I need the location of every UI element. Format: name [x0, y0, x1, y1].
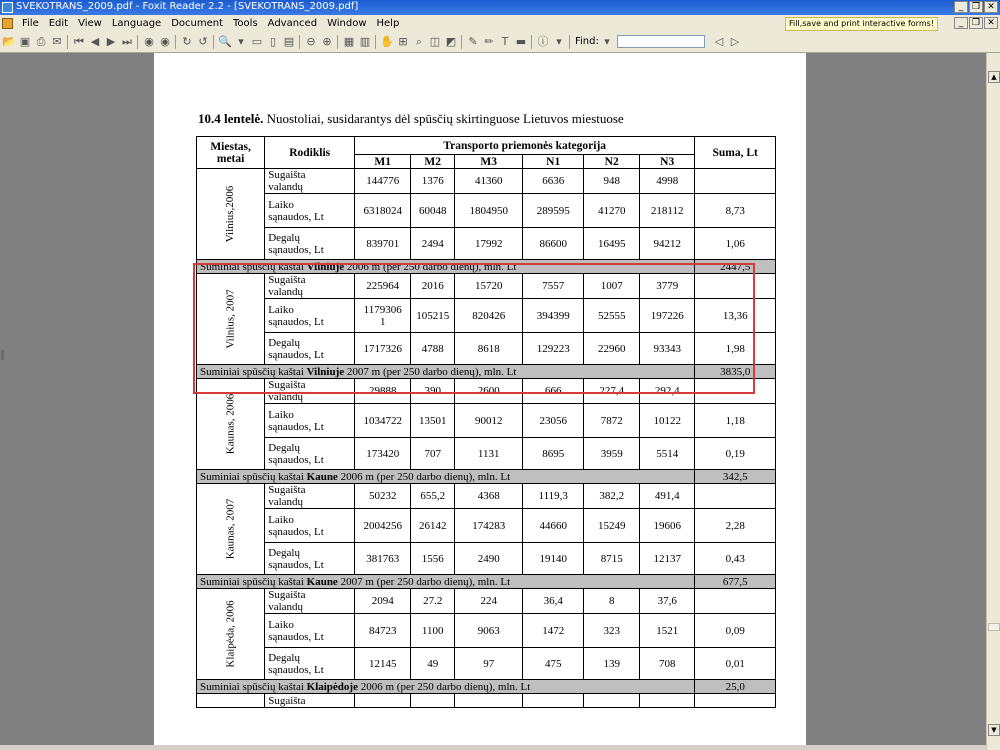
- scroll-up-button[interactable]: ▲: [988, 71, 1000, 83]
- table-caption: 10.4 lentelė. Nuostoliai, susidarantys dėl spūsčių skirtinguose Lietuvos miestuose: [198, 111, 624, 126]
- indicator-cell: Laiko sąnaudos, Lt: [265, 194, 355, 228]
- select-text-icon[interactable]: ⊞: [398, 35, 408, 48]
- header-sum: Suma, Lt: [695, 137, 776, 169]
- sum-cell: [695, 484, 776, 509]
- indicator-cell: Degalų sąnaudos, Lt: [265, 543, 355, 575]
- indicator-cell: Degalų sąnaudos, Lt: [265, 648, 355, 680]
- value-cell: 1131: [455, 438, 523, 470]
- typewriter-icon[interactable]: T: [501, 35, 509, 48]
- find-input[interactable]: [617, 35, 705, 48]
- note-icon[interactable]: ▬: [515, 35, 527, 48]
- value-cell: 9063: [455, 614, 523, 648]
- value-cell: 224: [455, 589, 523, 614]
- snapshot-icon[interactable]: ◫: [429, 35, 441, 48]
- value-cell: 3959: [584, 438, 640, 470]
- value-cell: 292,4: [640, 379, 695, 404]
- table-row: [197, 194, 776, 228]
- city-cell: Kaunas, 2007: [197, 484, 265, 575]
- sum-cell: 8,73: [695, 194, 776, 228]
- value-cell: 2494: [411, 228, 455, 260]
- table-row: [197, 404, 776, 438]
- value-cell: 1100: [411, 614, 455, 648]
- menu-window[interactable]: Window: [327, 18, 367, 29]
- print-icon[interactable]: ⎙: [36, 35, 46, 48]
- rotate-left-icon[interactable]: ↺: [198, 35, 208, 48]
- forward-icon[interactable]: ◉: [160, 35, 170, 48]
- back-icon[interactable]: ◉: [144, 35, 154, 48]
- value-cell: 50232: [355, 484, 411, 509]
- value-cell: 17992: [455, 228, 523, 260]
- indicator-cell: Laiko sąnaudos, Lt: [265, 404, 355, 438]
- value-cell: 323: [584, 614, 640, 648]
- menu-language[interactable]: Language: [111, 18, 162, 29]
- find-options-icon[interactable]: ▾: [604, 35, 610, 48]
- info-icon[interactable]: ⓘ: [537, 35, 549, 48]
- indicator-cell: Laiko sąnaudos, Lt: [265, 299, 355, 333]
- table-row: [197, 484, 776, 509]
- value-cell: 8618: [455, 333, 523, 365]
- table-row: [197, 648, 776, 680]
- previous-page-icon[interactable]: ◀: [90, 35, 100, 48]
- value-cell: 41270: [584, 194, 640, 228]
- indicator-cell: Degalų sąnaudos, Lt: [265, 438, 355, 470]
- indicator-cell: Sugaišta valandų: [265, 589, 355, 614]
- value-cell: 41360: [455, 169, 523, 194]
- open-icon[interactable]: 📂: [2, 35, 16, 48]
- sum-cell: 0,09: [695, 614, 776, 648]
- sum-cell: 0,19: [695, 438, 776, 470]
- city-cell: Klaipėda, 2006: [197, 589, 265, 680]
- value-cell: 4368: [455, 484, 523, 509]
- value-cell: 1556: [411, 543, 455, 575]
- summary-value: 2447,5: [695, 260, 776, 274]
- fit-width-icon[interactable]: ▤: [283, 35, 295, 48]
- value-cell: 475: [523, 648, 584, 680]
- menu-bar: [0, 15, 1000, 33]
- app-icon: [2, 2, 13, 13]
- sum-cell: 0,01: [695, 648, 776, 680]
- value-cell: 1376: [411, 169, 455, 194]
- document-icon: [2, 18, 13, 29]
- menu-tools[interactable]: Tools: [233, 18, 258, 29]
- summary-value: 342,5: [695, 470, 776, 484]
- value-cell: 2600: [455, 379, 523, 404]
- value-cell: 15720: [455, 274, 523, 299]
- value-cell: 84723: [355, 614, 411, 648]
- pdf-page: [154, 53, 806, 750]
- email-icon[interactable]: ✉: [52, 35, 62, 48]
- header-n3: N3: [640, 155, 695, 169]
- value-cell: 382,2: [584, 484, 640, 509]
- table-row: [197, 438, 776, 470]
- summary-value: 25,0: [695, 680, 776, 694]
- value-cell: 708: [640, 648, 695, 680]
- value-cell: 1007: [584, 274, 640, 299]
- indicator-cell: Laiko sąnaudos, Lt: [265, 614, 355, 648]
- summary-label: Suminiai spūsčių kaštai Vilniuje 2007 m (per 250 darbo dienų), mln. Lt: [197, 365, 695, 379]
- title-bar: [0, 0, 1000, 15]
- restore-button[interactable]: ❐: [969, 1, 983, 13]
- value-cell: 16495: [584, 228, 640, 260]
- value-cell: 1034722: [355, 404, 411, 438]
- table-row: [197, 509, 776, 543]
- menu-view[interactable]: View: [78, 18, 102, 29]
- value-cell: 1119,3: [523, 484, 584, 509]
- value-cell: 86600: [523, 228, 584, 260]
- scroll-down-button[interactable]: ▼: [988, 724, 1000, 736]
- indicator-cell: Sugaišta valandų: [265, 274, 355, 299]
- value-cell: 8695: [523, 438, 584, 470]
- zoom-icon[interactable]: 🔍: [218, 35, 232, 48]
- value-cell: 44660: [523, 509, 584, 543]
- highlight-icon[interactable]: ✏: [484, 35, 494, 48]
- header-m2: M2: [411, 155, 455, 169]
- value-cell: 29888: [355, 379, 411, 404]
- rotate-icon[interactable]: ↻: [182, 35, 192, 48]
- value-cell: 174283: [455, 509, 523, 543]
- zoom-out-icon[interactable]: ⊖: [306, 35, 316, 48]
- value-cell: 26142: [411, 509, 455, 543]
- value-cell: 94212: [640, 228, 695, 260]
- value-cell: 1717326: [355, 333, 411, 365]
- value-cell: 23056: [523, 404, 584, 438]
- value-cell: 394399: [523, 299, 584, 333]
- value-cell: 173420: [355, 438, 411, 470]
- first-page-icon[interactable]: ⏮: [74, 35, 84, 48]
- summary-label: Suminiai spūsčių kaštai Kaune 2007 m (per 250 darbo dienų), mln. Lt: [197, 575, 695, 589]
- value-cell: 60048: [411, 194, 455, 228]
- value-cell: 13501: [411, 404, 455, 438]
- fill-form-banner[interactable]: Fill,save and print interactive forms!: [785, 17, 938, 31]
- value-cell: 7557: [523, 274, 584, 299]
- table-row: [197, 543, 776, 575]
- document-viewport[interactable]: [0, 53, 986, 750]
- value-cell: 225964: [355, 274, 411, 299]
- close-button[interactable]: ✕: [984, 1, 998, 13]
- value-cell: 3779: [640, 274, 695, 299]
- value-cell: 97: [455, 648, 523, 680]
- summary-value: 3835,0: [695, 365, 776, 379]
- value-cell: 1521: [640, 614, 695, 648]
- doc-restore-button[interactable]: ❐: [969, 17, 983, 29]
- find-icon[interactable]: ⌕: [415, 35, 423, 48]
- chevron-down-icon[interactable]: ▾: [238, 35, 244, 48]
- scroll-thumb[interactable]: [988, 623, 1000, 631]
- header-n1: N1: [523, 155, 584, 169]
- find-next-icon[interactable]: ▷: [730, 35, 740, 48]
- value-cell: 37,6: [640, 589, 695, 614]
- next-page-icon[interactable]: ▶: [106, 35, 116, 48]
- value-cell: 4788: [411, 333, 455, 365]
- value-cell: 49: [411, 648, 455, 680]
- city-cell: Vilnius,2006: [197, 169, 265, 260]
- value-cell: 10122: [640, 404, 695, 438]
- indicator-cell: Sugaišta valandų: [265, 379, 355, 404]
- sum-cell: 13,36: [695, 299, 776, 333]
- header-city: Miestas, metai: [197, 137, 265, 169]
- sidebar-handle[interactable]: [1, 350, 4, 360]
- indicator-cell: Sugaišta valandų: [265, 484, 355, 509]
- value-cell: 4998: [640, 169, 695, 194]
- toolbar: [0, 32, 1000, 53]
- value-cell: 93343: [640, 333, 695, 365]
- actual-size-icon[interactable]: ▭: [251, 35, 263, 48]
- menu-file[interactable]: File: [22, 18, 39, 29]
- window-title: SVEKOTRANS_2009.pdf - Foxit Reader 2.2 - [SVEKOTRANS_2009.pdf]: [16, 1, 359, 12]
- summary-value: 677,5: [695, 575, 776, 589]
- chevron-down-icon[interactable]: ▾: [556, 35, 562, 48]
- value-cell: 2016: [411, 274, 455, 299]
- menu-advanced[interactable]: Advanced: [267, 18, 318, 29]
- value-cell: 390: [411, 379, 455, 404]
- value-cell: 22960: [584, 333, 640, 365]
- sum-cell: 1,98: [695, 333, 776, 365]
- find-previous-icon[interactable]: ◁: [714, 35, 724, 48]
- value-cell: 105215: [411, 299, 455, 333]
- value-cell: 19606: [640, 509, 695, 543]
- value-cell: 289595: [523, 194, 584, 228]
- zoom-in-icon[interactable]: ⊕: [322, 35, 332, 48]
- vertical-scrollbar[interactable]: [986, 53, 1000, 750]
- doc-minimize-button[interactable]: _: [954, 17, 968, 29]
- sum-cell: 2,28: [695, 509, 776, 543]
- value-cell: 19140: [523, 543, 584, 575]
- summary-label: Suminiai spūsčių kaštai Klaipėdoje 2006 m (per 250 darbo dienų), mln. Lt: [197, 680, 695, 694]
- sum-cell: [695, 589, 776, 614]
- value-cell: 8715: [584, 543, 640, 575]
- value-cell: 139: [584, 648, 640, 680]
- indicator-cell: Sugaišta valandų: [265, 169, 355, 194]
- table-row: [197, 589, 776, 614]
- value-cell: 27.2: [411, 589, 455, 614]
- summary-label: Suminiai spūsčių kaštai Vilniuje 2006 m (per 250 darbo dienų), mln. Lt: [197, 260, 695, 274]
- summary-row: [197, 470, 776, 484]
- sum-cell: [695, 169, 776, 194]
- value-cell: 144776: [355, 169, 411, 194]
- table-row: [197, 169, 776, 194]
- summary-row: [197, 575, 776, 589]
- save-icon[interactable]: ▣: [19, 35, 31, 48]
- value-cell: 8: [584, 589, 640, 614]
- table-row: [197, 694, 776, 708]
- fit-page-icon[interactable]: ▯: [269, 35, 277, 48]
- selection-highlight: [193, 263, 755, 394]
- indicator-cell: Sugaišta: [265, 694, 355, 708]
- value-cell: 36,4: [523, 589, 584, 614]
- value-cell: 491,4: [640, 484, 695, 509]
- value-cell: 12137: [640, 543, 695, 575]
- indicator-cell: Degalų sąnaudos, Lt: [265, 333, 355, 365]
- value-cell: 227,4: [584, 379, 640, 404]
- hand-tool-icon[interactable]: ✋: [380, 35, 394, 48]
- summary-label: Suminiai spūsčių kaštai Kaune 2006 m (per 250 darbo dienų), mln. Lt: [197, 470, 695, 484]
- continuous-icon[interactable]: ▥: [359, 35, 371, 48]
- annotation-icon[interactable]: ✎: [468, 35, 478, 48]
- value-cell: 218112: [640, 194, 695, 228]
- value-cell: 6636: [523, 169, 584, 194]
- value-cell: 5514: [640, 438, 695, 470]
- sum-cell: 0,43: [695, 543, 776, 575]
- losses-table: [196, 136, 776, 708]
- value-cell: 666: [523, 379, 584, 404]
- image-icon[interactable]: ◩: [445, 35, 457, 48]
- header-transport: Transporto priemonės kategorija: [355, 137, 695, 155]
- find-label: Find:: [575, 36, 599, 47]
- value-cell: 655,2: [411, 484, 455, 509]
- value-cell: 2004256: [355, 509, 411, 543]
- menu-document[interactable]: Document: [171, 18, 224, 29]
- value-cell: 2490: [455, 543, 523, 575]
- header-n2: N2: [584, 155, 640, 169]
- value-cell: 197226: [640, 299, 695, 333]
- value-cell: 820426: [455, 299, 523, 333]
- header-m3: M3: [455, 155, 523, 169]
- value-cell: 129223: [523, 333, 584, 365]
- value-cell: 1472: [523, 614, 584, 648]
- value-cell: 7872: [584, 404, 640, 438]
- last-page-icon[interactable]: ⏭: [122, 35, 132, 48]
- value-cell: 2094: [355, 589, 411, 614]
- indicator-cell: Laiko sąnaudos, Lt: [265, 509, 355, 543]
- value-cell: 948: [584, 169, 640, 194]
- city-cell: Vilnius, 2007: [197, 274, 265, 365]
- header-indicator: Rodiklis: [265, 137, 355, 169]
- value-cell: 15249: [584, 509, 640, 543]
- value-cell: 1804950: [455, 194, 523, 228]
- table-row: [197, 228, 776, 260]
- summary-row: [197, 680, 776, 694]
- table-row: [197, 614, 776, 648]
- value-cell: 90012: [455, 404, 523, 438]
- value-cell: 12145: [355, 648, 411, 680]
- value-cell: 381763: [355, 543, 411, 575]
- single-page-icon[interactable]: ▦: [343, 35, 355, 48]
- doc-close-button[interactable]: ✕: [984, 17, 998, 29]
- value-cell: 839701: [355, 228, 411, 260]
- minimize-button[interactable]: _: [954, 1, 968, 13]
- indicator-cell: Degalų sąnaudos, Lt: [265, 228, 355, 260]
- menu-help[interactable]: Help: [376, 18, 400, 29]
- status-bar: [0, 745, 986, 750]
- value-cell: 707: [411, 438, 455, 470]
- sum-cell: 1,06: [695, 228, 776, 260]
- value-cell: 52555: [584, 299, 640, 333]
- sum-cell: 1,18: [695, 404, 776, 438]
- menu-edit[interactable]: Edit: [48, 18, 69, 29]
- value-cell: 1179306 1: [355, 299, 411, 333]
- value-cell: 6318024: [355, 194, 411, 228]
- header-m1: M1: [355, 155, 411, 169]
- city-cell: Kaunas, 2006: [197, 379, 265, 470]
